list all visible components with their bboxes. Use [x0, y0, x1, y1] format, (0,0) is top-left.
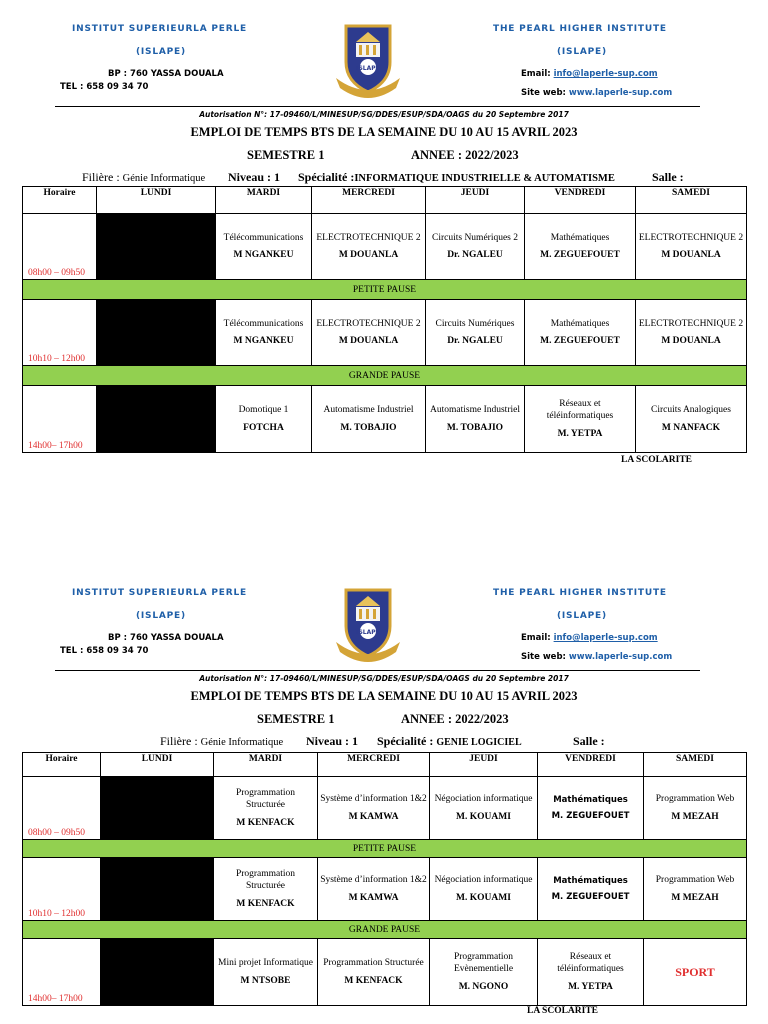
header-mardi: MARDI	[216, 187, 312, 214]
svg-text:ISLAPE: ISLAPE	[356, 629, 380, 636]
annee: ANNEE : 2022/2023	[411, 148, 519, 162]
website-line: Site web: www.laperle-sup.com	[521, 652, 673, 662]
scolarite-signature: LA SCOLARITE	[527, 1006, 599, 1016]
salle: Salle :	[652, 170, 684, 184]
specialite-line: Spécialité :INFORMATIQUE INDUSTRIELLE & AUTOMATISME	[298, 170, 615, 184]
table-row	[23, 858, 747, 921]
header-jeudi: JEUDI	[430, 753, 538, 777]
course-cell: Domotique 1 FOTCHA	[216, 386, 312, 453]
filiere-line: Filière : Génie Informatique	[160, 734, 284, 748]
course-cell: Télécommunications M NGANKEU	[216, 300, 312, 366]
sport-cell: SPORT	[644, 939, 747, 1006]
petite-pause-row: PETITE PAUSE	[23, 280, 747, 300]
header-horaire: Horaire	[23, 753, 101, 777]
postal-box: BP : 760 YASSA DOUALA	[108, 69, 224, 79]
header-horaire: Horaire	[23, 187, 97, 214]
header-mardi: MARDI	[214, 753, 318, 777]
course-cell: Circuits Numériques 2 Dr. NGALEU	[426, 214, 525, 280]
header-rule	[55, 670, 700, 671]
course-cell: Mathématiques M. ZEGUEFOUET	[525, 300, 636, 366]
course-cell: ELECTROTECHNIQUE 2 M DOUANLA	[636, 214, 747, 280]
course-cell: Négociation informatique M. KOUAMI	[430, 777, 538, 840]
course-cell: Mathématiques M. ZEGUEFOUET	[538, 777, 644, 840]
schedule-title: EMPLOI DE TEMPS BTS DE LA SEMAINE DU 10 AU 15 AVRIL 2023	[190, 689, 578, 703]
email-link[interactable]: info@laperle-sup.com	[553, 69, 658, 79]
blacked-out-cell	[101, 777, 214, 840]
header-lundi: LUNDI	[97, 187, 216, 214]
telephone: TEL : 658 09 34 70	[60, 82, 149, 92]
header-lundi: LUNDI	[101, 753, 214, 777]
course-cell: Programmation Web M MEZAH	[644, 858, 747, 921]
grande-pause-row: GRANDE PAUSE	[23, 921, 747, 939]
institute-acronym-en: (ISLAPE)	[557, 47, 607, 57]
website-link[interactable]: www.laperle-sup.com	[568, 88, 673, 98]
header-samedi: SAMEDI	[636, 187, 747, 214]
course-cell: Mini projet Informatique M NTSOBE	[214, 939, 318, 1006]
course-cell: Circuits Analogiques M NANFACK	[636, 386, 747, 453]
header-vendredi: VENDREDI	[538, 753, 644, 777]
course-cell: Circuits Numériques Dr. NGALEU	[426, 300, 525, 366]
institute-logo	[326, 582, 410, 666]
header-mercredi: MERCREDI	[312, 187, 426, 214]
filiere-line: Filière : Génie Informatique	[82, 170, 206, 184]
institute-acronym-fr: (ISLAPE)	[136, 47, 186, 57]
course-cell: Négociation informatique M. KOUAMI	[430, 858, 538, 921]
semestre: SEMESTRE 1	[257, 712, 335, 726]
specialite-line: Spécialité : GENIE LOGICIEL	[377, 734, 522, 748]
course-cell: ELECTROTECHNIQUE 2 M DOUANLA	[312, 214, 426, 280]
course-cell: Télécommunications M NGANKEU	[216, 214, 312, 280]
course-cell: Mathématiques M. ZEGUEFOUET	[525, 214, 636, 280]
institute-name-en: THE PEARL HIGHER INSTITUTE	[493, 588, 667, 598]
hour-cell: 14h00– 17h00	[23, 386, 97, 453]
course-cell: Programmation Structurée M KENFACK	[214, 777, 318, 840]
timetable	[22, 752, 747, 1006]
website-line: Site web: www.laperle-sup.com	[521, 88, 673, 98]
course-cell: Réseaux et téléinformatiques M. YETPA	[525, 386, 636, 453]
course-cell: ELECTROTECHNIQUE 2 M DOUANLA	[636, 300, 747, 366]
email-line: Email: info@laperle-sup.com	[521, 633, 658, 643]
institute-name-fr: INSTITUT SUPERIEURLA PERLE	[72, 24, 247, 34]
hour-cell: 14h00– 17h00	[23, 939, 101, 1006]
institute-acronym-en: (ISLAPE)	[557, 611, 607, 621]
blacked-out-cell	[101, 858, 214, 921]
course-cell: Programmation Evènementielle M. NGONO	[430, 939, 538, 1006]
schedule-title: EMPLOI DE TEMPS BTS DE LA SEMAINE DU 10 AU 15 AVRIL 2023	[190, 125, 578, 139]
authorization-line: Autorisation N°: 17-09460/L/MINESUP/SG/DDES/ESUP/SDA/OAGS du 20 Septembre 2017	[199, 674, 569, 683]
institute-acronym-fr: (ISLAPE)	[136, 611, 186, 621]
course-cell: Réseaux et téléinformatiques M. YETPA	[538, 939, 644, 1006]
course-cell: Programmation Structurée M KENFACK	[214, 858, 318, 921]
institute-name-fr: INSTITUT SUPERIEURLA PERLE	[72, 588, 247, 598]
petite-pause-row: PETITE PAUSE	[23, 840, 747, 858]
postal-box: BP : 760 YASSA DOUALA	[108, 633, 224, 643]
header-mercredi: MERCREDI	[318, 753, 430, 777]
course-cell: ELECTROTECHNIQUE 2 M DOUANLA	[312, 300, 426, 366]
niveau: Niveau : 1	[228, 170, 280, 184]
semestre: SEMESTRE 1	[247, 148, 325, 162]
salle: Salle :	[573, 734, 605, 748]
header-vendredi: VENDREDI	[525, 187, 636, 214]
course-cell: Programmation Structurée M KENFACK	[318, 939, 430, 1006]
hour-cell: 10h10 – 12h00	[23, 300, 97, 366]
authorization-line: Autorisation N°: 17-09460/L/MINESUP/SG/DDES/ESUP/SDA/OAGS du 20 Septembre 2017	[199, 110, 569, 119]
email-link[interactable]: info@laperle-sup.com	[553, 633, 658, 643]
header-jeudi: JEUDI	[426, 187, 525, 214]
grande-pause-row: GRANDE PAUSE	[23, 366, 747, 386]
table-row	[23, 939, 747, 1006]
course-cell: Système d’information 1&2 M KAMWA	[318, 858, 430, 921]
scolarite-signature: LA SCOLARITE	[621, 455, 693, 465]
website-link[interactable]: www.laperle-sup.com	[568, 652, 673, 662]
email-line: Email: info@laperle-sup.com	[521, 69, 658, 79]
telephone: TEL : 658 09 34 70	[60, 646, 149, 656]
niveau: Niveau : 1	[306, 734, 358, 748]
blacked-out-cell	[101, 939, 214, 1006]
course-cell: Automatisme Industriel M. TOBAJIO	[312, 386, 426, 453]
table-row	[23, 777, 747, 840]
course-cell: Programmation Web M MEZAH	[644, 777, 747, 840]
institute-name-en: THE PEARL HIGHER INSTITUTE	[493, 24, 667, 34]
header-samedi: SAMEDI	[644, 753, 747, 777]
course-cell: Automatisme Industriel M. TOBAJIO	[426, 386, 525, 453]
hour-cell: 10h10 – 12h00	[23, 858, 101, 921]
svg-text:ISLAPE: ISLAPE	[356, 65, 380, 72]
hour-cell: 08h00 – 09h50	[23, 777, 101, 840]
annee: ANNEE : 2022/2023	[401, 712, 509, 726]
hour-cell: 08h00 – 09h50	[23, 214, 97, 280]
course-cell: Mathématiques M. ZEGUEFOUET	[538, 858, 644, 921]
course-cell: Système d’information 1&2 M KAMWA	[318, 777, 430, 840]
